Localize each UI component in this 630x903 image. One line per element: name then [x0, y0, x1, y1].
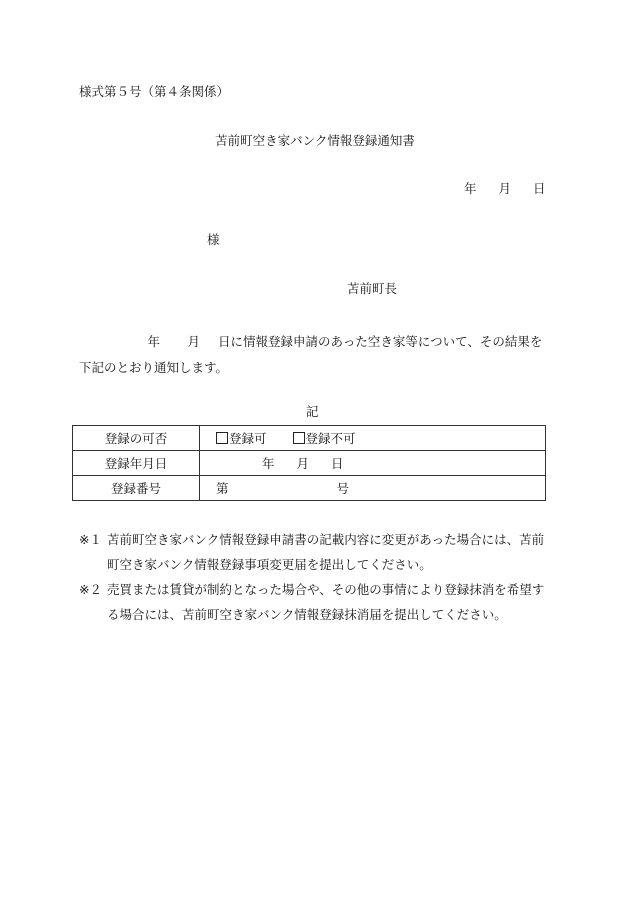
body-text: 日に情報登録申請のあった空き家等について、その結果を下記のとおり通知します。 [79, 334, 543, 375]
approval-options [200, 426, 546, 451]
option-rejected[interactable]: 登録不可 [293, 429, 356, 447]
registration-table [72, 425, 546, 501]
row-label-date: 登録年月日 [73, 451, 200, 476]
checkbox-icon[interactable] [216, 432, 228, 444]
notification-body [79, 329, 549, 381]
note-mark: ※１ [79, 532, 102, 547]
form-number: 様式第５号（第４条関係） [79, 84, 230, 99]
issuer: 苫前町長 [347, 281, 398, 296]
issue-date-day: 日 [533, 181, 546, 196]
note-text: 売買または賃貸が制約となった場合や、その他の事情により登録抹消を希望する場合には、苫前町空き家バンク情報登録抹消届を提出してください。 [107, 582, 545, 622]
table-row [73, 426, 546, 451]
registration-number: 第 号 [200, 476, 546, 501]
document-title: 苫前町空き家バンク情報登録通知書 [215, 133, 415, 148]
note-text: 苫前町空き家バンク情報登録申請書の記載内容に変更があった場合には、苫前町空き家バンク情報登録事項変更届を提出してください。 [107, 532, 545, 572]
issue-date-month: 月 [498, 181, 512, 196]
notes [79, 527, 549, 627]
option-approved[interactable]: 登録可 [216, 429, 267, 447]
note-2 [79, 577, 549, 627]
table-row [73, 476, 546, 501]
issue-date [464, 183, 546, 196]
registration-date: 年 月 日 [200, 451, 546, 476]
body-year: 年 [147, 334, 160, 349]
issue-date-year: 年 [464, 181, 477, 196]
checkbox-icon[interactable] [293, 432, 305, 444]
note-mark: ※２ [79, 582, 102, 597]
row-label-approval: 登録の可否 [73, 426, 200, 451]
body-month: 月 [187, 334, 200, 349]
note-1 [79, 527, 549, 577]
table-row [73, 451, 546, 476]
record-heading: 記 [306, 404, 319, 419]
row-label-number: 登録番号 [73, 476, 200, 501]
addressee-suffix: 様 [207, 232, 220, 247]
